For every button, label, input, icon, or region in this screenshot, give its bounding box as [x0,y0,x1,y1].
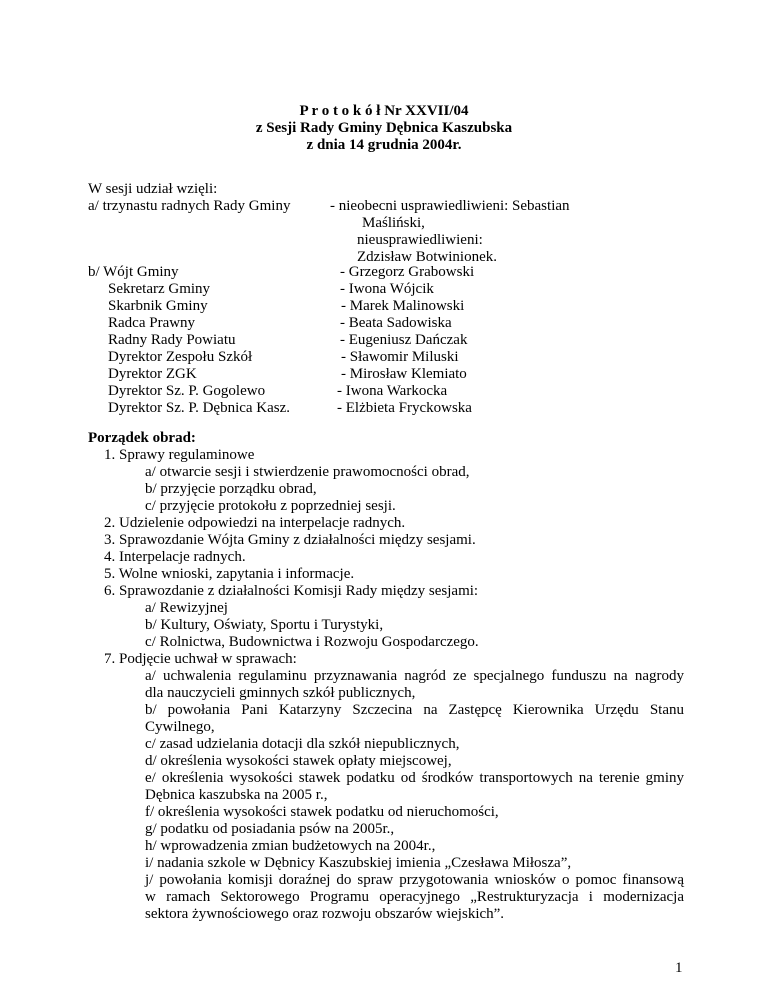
agenda-item-5: 5. Wolne wnioski, zapytania i informacje. [104,566,355,582]
agenda-item-7e-line2: Dębnica kaszubska na 2005 r., [145,787,328,803]
agenda-item-7d: d/ określenia wysokości stawek opłaty miejscowej, [145,753,452,769]
agenda-item-7b-line2: Cywilnego, [145,719,215,735]
agenda-item-1b: b/ przyjęcie porządku obrad, [145,481,317,497]
name-3: - Marek Malinowski [341,298,465,314]
agenda-item-4: 4. Interpelacje radnych. [104,549,246,565]
agenda-item-6b: b/ Kultury, Oświaty, Sportu i Turystyki, [145,617,384,633]
agenda-item-1a: a/ otwarcie sesji i stwierdzenie prawomocności obrad, [145,464,470,480]
protocol-subtitle-session: z Sesji Rady Gminy Dębnica Kaszubska [255,120,513,136]
role-skarbnik: Skarbnik Gminy [108,298,208,314]
agenda-item-7i: i/ nadania szkole w Dębnicy Kaszubskiej imienia „Czesława Miłosza”, [145,855,572,871]
protocol-subtitle-date: z dnia 14 grudnia 2004r. [306,137,462,153]
name-8: - Iwona Warkocka [337,383,448,399]
name-6: - Sławomir Miluski [341,349,459,365]
name-5: - Eugeniusz Dańczak [340,332,468,348]
attendance-intro: W sesji udział wzięli: [88,181,218,197]
name-1: - Grzegorz Grabowski [340,264,475,280]
agenda-item-6c: c/ Rolnictwa, Budownictwa i Rozwoju Gospodarczego. [145,634,479,650]
role-dyrektor-zgk: Dyrektor ZGK [108,366,197,382]
role-dyrektor-gogolewo: Dyrektor Sz. P. Gogolewo [108,383,266,399]
absent-line-1: - nieobecni usprawiedliwieni: Sebastian [330,198,570,214]
name-9: - Elżbieta Fryckowska [337,400,472,416]
agenda-item-7b-line1: b/ powołania Pani Katarzyny Szczecina na Zastępcę Kierownika Urzędu Stanu [145,702,684,718]
agenda-item-7f: f/ określenia wysokości stawek podatku od nieruchomości, [145,804,499,820]
agenda-item-7a-line1: a/ uchwalenia regulaminu przyznawania nagród ze specjalnego funduszu na nagrody [145,668,684,684]
role-wojt: b/ Wójt Gminy [88,264,179,280]
role-dyrektor-debnica: Dyrektor Sz. P. Dębnica Kasz. [108,400,291,416]
absent-line-2: Maśliński, [362,215,425,231]
agenda-item-7h: h/ wprowadzenia zmian budżetowych na 2004r., [145,838,436,854]
role-radny-powiatu: Radny Rady Powiatu [108,332,236,348]
agenda-heading: Porządek obrad: [88,430,196,446]
role-dyrektor-zespolu: Dyrektor Zespołu Szkół [108,349,253,365]
name-7: - Mirosław Klemiato [341,366,467,382]
agenda-item-6: 6. Sprawozdanie z działalności Komisji Rady między sesjami: [104,583,479,599]
name-4: - Beata Sadowiska [340,315,452,331]
agenda-item-1c: c/ przyjęcie protokołu z poprzedniej sesji. [145,498,396,514]
agenda-item-7j-line3: sektora żywnościowego oraz rozwoju obszarów wiejskich”. [145,906,505,922]
agenda-item-2: 2. Udzielenie odpowiedzi na interpelacje radnych. [104,515,406,531]
agenda-item-7j-line1: j/ powołania komisji doraźnej do spraw przygotowania wniosków o pomoc finansową [145,872,684,888]
absent-line-4: Zdzisław Botwinionek. [357,249,497,265]
agenda-item-7g: g/ podatku od posiadania psów na 2005r., [145,821,395,837]
agenda-item-7j-line2: w ramach Sektorowego Programu operacyjnego „Restrukturyzacja i modernizacja [145,889,684,905]
agenda-item-7: 7. Podjęcie uchwał w sprawach: [104,651,297,667]
agenda-item-7e-line1: e/ określenia wysokości stawek podatku od środków transportowych na terenie gminy [145,770,684,786]
absent-line-3: nieusprawiedliwieni: [357,232,483,248]
agenda-item-6a: a/ Rewizyjnej [145,600,228,616]
agenda-item-7c: c/ zasad udzielania dotacji dla szkół niepublicznych, [145,736,460,752]
agenda-item-3: 3. Sprawozdanie Wójta Gminy z działalności między sesjami. [104,532,476,548]
role-sekretarz: Sekretarz Gminy [108,281,211,297]
page-number: 1 [675,960,683,976]
agenda-item-7a-line2: dla nauczycieli gminnych szkół publicznych, [145,685,416,701]
attendance-councillors: a/ trzynastu radnych Rady Gminy [88,198,291,214]
protocol-title: P r o t o k ó ł Nr XXVII/04 [299,103,469,119]
role-radca: Radca Prawny [108,315,196,331]
agenda-item-1: 1. Sprawy regulaminowe [104,447,255,463]
name-2: - Iwona Wójcik [340,281,434,297]
